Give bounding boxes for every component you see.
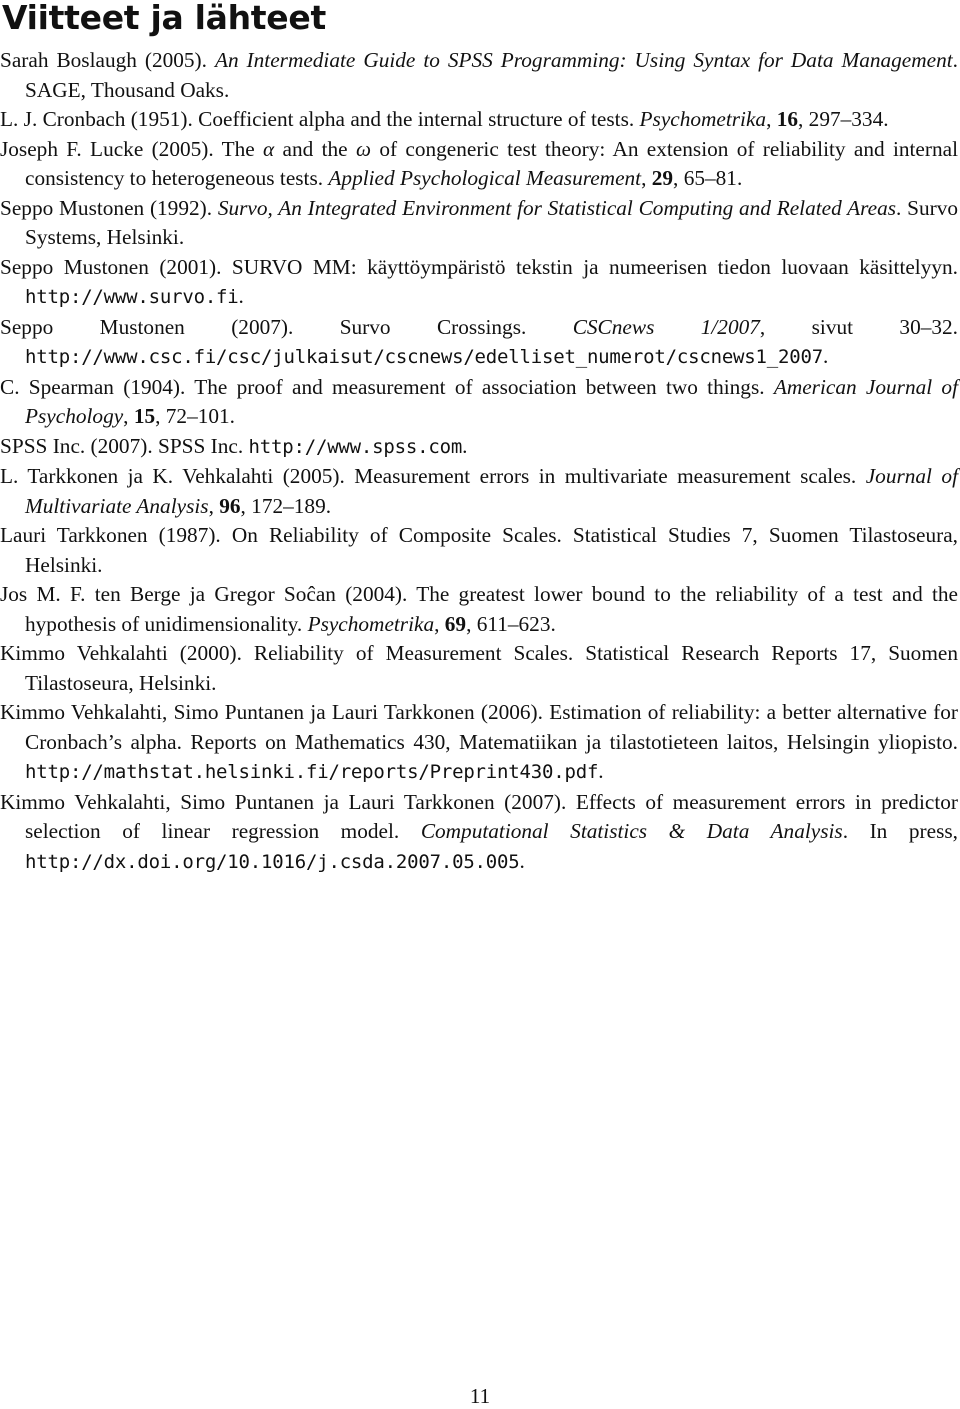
reference-item: SPSS Inc. (2007). SPSS Inc. http://www.spss.com. — [0, 433, 468, 458]
section-heading: Viitteet ja lähteet — [2, 0, 326, 37]
volume-number: 16 — [776, 107, 799, 131]
reference-item: Sarah Boslaugh (2005). An Intermediate Guide to SPSS Programming: Using Syntax for Data Management. SAGE, Thousand Oaks. — [0, 48, 958, 102]
reference-item: Seppo Mustonen (1992). Survo, An Integrated Environment for Statistical Computing and Related Areas. Survo Systems, Helsinki. — [0, 195, 958, 249]
journal-name: Applied Psychological Measurement — [328, 166, 642, 190]
volume-number: 96 — [219, 493, 241, 518]
journal-name: American Journal of Psychology — [25, 374, 958, 428]
reference-item: L. Tarkkonen ja K. Vehkalahti (2005). Measurement errors in multivariate measurement scales. Journal of Multivariate Analysis, 96, 172–189. — [0, 464, 958, 518]
url-link[interactable]: http://dx.doi.org/10.1016/j.csda.2007.05.005 — [25, 850, 520, 873]
book-title: Survo, An Integrated Environment for Statistical Computing and Related Areas — [217, 195, 897, 220]
reference-item: Joseph F. Lucke (2005). The α and the ω of congeneric test theory: An extension of reliability and internal consistency to heterogeneous tests. Applied Psychological Measurement, 29, 65–81. — [0, 136, 958, 190]
reference-item: Kimmo Vehkalahti, Simo Puntanen ja Lauri Tarkkonen (2006). Estimation of reliability: a better alternative for Cronbach’s alpha. Reports on Mathematics 430, Matematiikan ja tilastotieteen laitos, Helsingin yliopisto. http://mathstat.helsinki.fi/reports/Preprint430.pdf. — [0, 700, 958, 783]
alpha-symbol: α — [263, 136, 275, 161]
journal-name: Psychometrika — [307, 611, 435, 636]
reference-item: C. Spearman (1904). The proof and measurement of association between two things. American Journal of Psychology, 15, 72–101. — [0, 374, 958, 428]
url-link[interactable]: http://www.survo.fi — [25, 286, 239, 308]
journal-name: CSCnews 1/2007 — [572, 314, 760, 339]
url-link[interactable]: http://www.csc.fi/csc/julkaisut/cscnews/edelliset_numerot/cscnews1_2007 — [25, 346, 823, 368]
reference-item: Seppo Mustonen (2001). SURVO MM: käyttöympäristö tekstin ja numeerisen tiedon luovaan käsittelyyn. http://www.survo.fi. — [0, 254, 958, 308]
page-number: 11 — [469, 1384, 491, 1408]
journal-name: Journal of Multivariate Analysis — [25, 464, 958, 518]
reference-item: L. J. Cronbach (1951). Coefficient alpha and the internal structure of tests. Psychometrika, 16, 297–334. — [0, 107, 889, 131]
reference-item: Jos M. F. ten Berge ja Gregor Soĉan (2004). The greatest lower bound to the reliability of a test and the hypothesis of unidimensionality. Psychometrika, 69, 611–623. — [0, 582, 958, 636]
reference-item: Kimmo Vehkalahti, Simo Puntanen ja Lauri Tarkkonen (2007). Effects of measurement errors in predictor selection of linear regression model. Computational Statistics & Data Analysis. In press, http://dx.doi.org/10.1016/j.csda.2007.05.005. — [0, 789, 958, 873]
omega-symbol: ω — [355, 136, 371, 161]
journal-name: Psychometrika — [639, 107, 767, 131]
reference-list — [0, 46, 958, 877]
volume-number: 29 — [651, 166, 674, 190]
book-title: An Intermediate Guide to SPSS Programming: Using Syntax for Data Management — [214, 48, 953, 72]
url-link[interactable]: http://www.spss.com — [248, 435, 463, 458]
reference-item: Seppo Mustonen (2007). Survo Crossings. CSCnews 1/2007, sivut 30–32. http://www.csc.fi/csc/julkaisut/cscnews/edelliset_numerot/cscnews1_2007. — [0, 314, 958, 368]
journal-name: Computational Statistics & Data Analysis — [420, 819, 843, 843]
volume-number: 15 — [133, 404, 156, 428]
reference-item: Kimmo Vehkalahti (2000). Reliability of Measurement Scales. Statistical Research Reports 17, Suomen Tilastoseura, Helsinki. — [0, 641, 958, 695]
volume-number: 69 — [444, 611, 467, 636]
url-link[interactable]: http://mathstat.helsinki.fi/reports/Preprint430.pdf — [25, 761, 599, 783]
reference-item: Lauri Tarkkonen (1987). On Reliability of Composite Scales. Statistical Studies 7, Suomen Tilastoseura, Helsinki. — [0, 523, 958, 577]
